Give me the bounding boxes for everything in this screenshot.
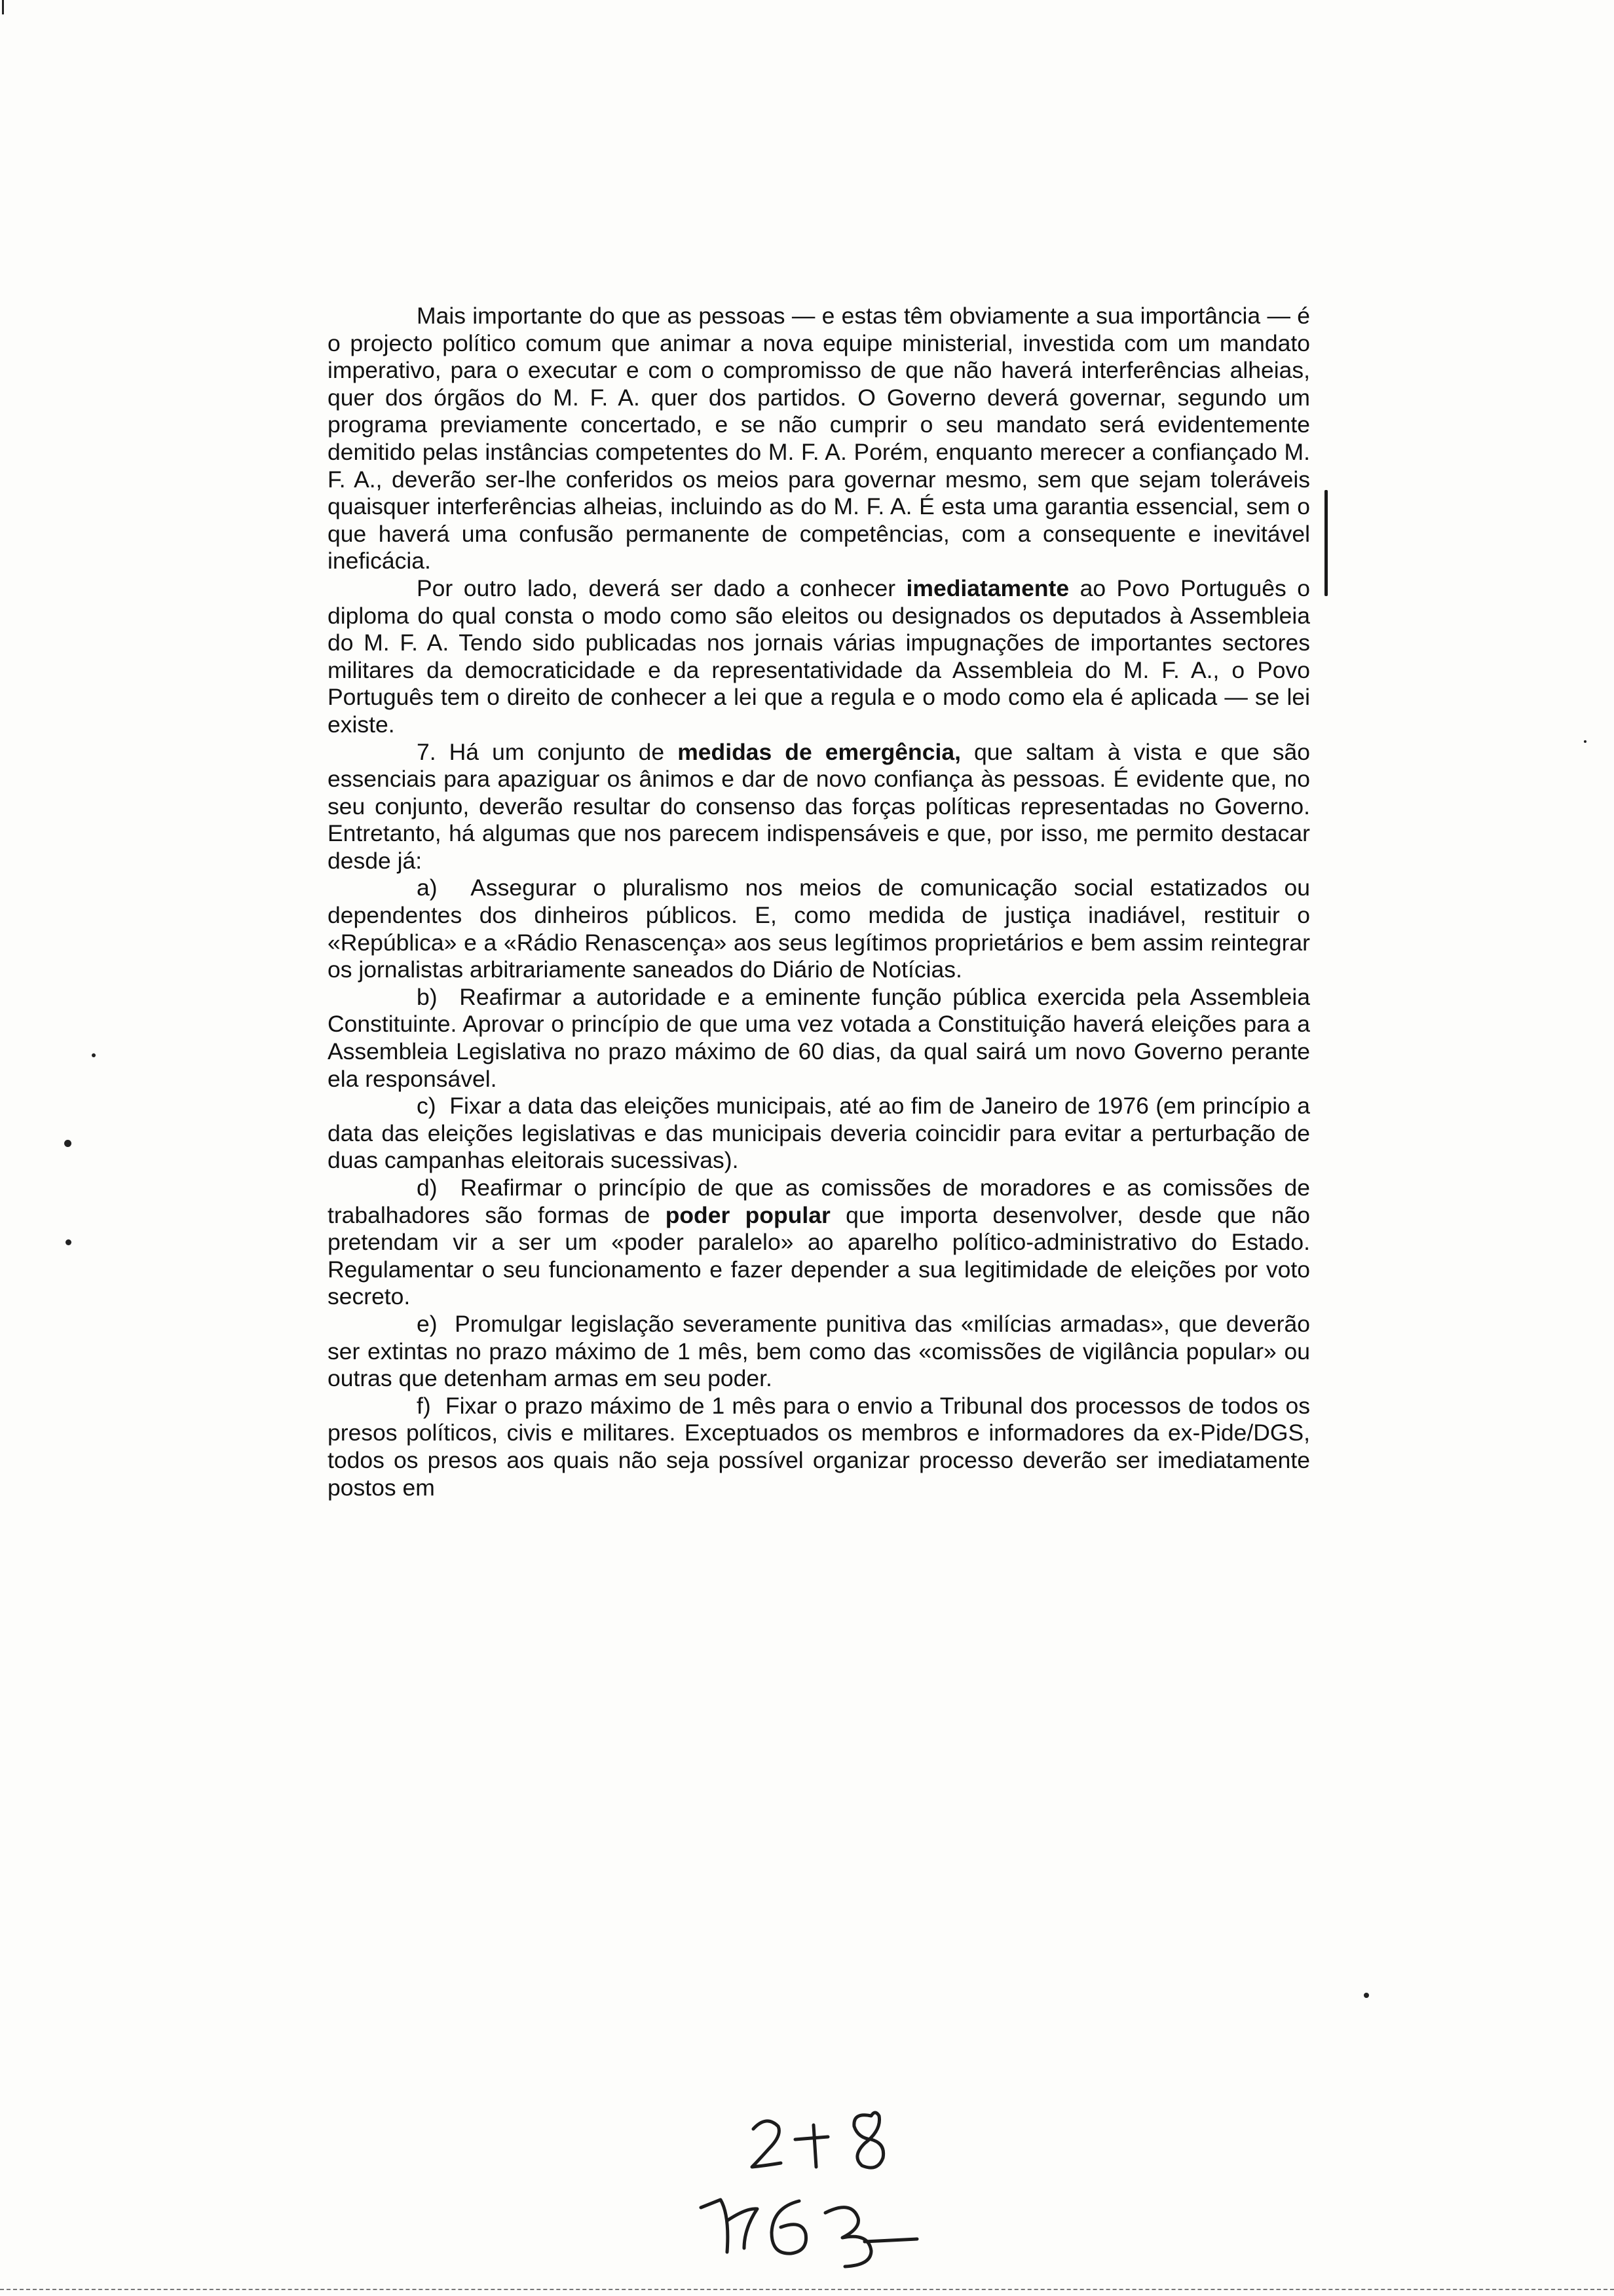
list-item-text: Fixar a data das eleições municipais, até ao fim de Janeiro de 1976 (em princípio a data das eleições legislativas e das municipais deveria coincidir para evitar a perturbação de duas campanhas eleitorais sucessivas).: [328, 1093, 1310, 1174]
paragraph-text-after: que saltam à vista e que são essenciais para apaziguar os ânimos e dar de novo confiança às pessoas. É evidente que, no seu conjunto, deverão resultar do consenso das forças políticas representadas no Governo. Entretanto, há algumas que nos parecem indispensáveis e que, por isso, me permito destacar desde já:: [328, 738, 1310, 874]
paragraph-projecto-politico: [328, 303, 1310, 575]
scan-bottom-edge: [0, 2289, 1614, 2290]
margin-annotation-line: [1324, 490, 1328, 596]
list-item-text-before: Reafirmar o princípio de que as comissões de moradores e as comissões de trabalhadores são formas de: [328, 1175, 1310, 1228]
scan-speck: [92, 1053, 96, 1057]
scan-speck: [66, 1239, 71, 1245]
list-marker: e): [417, 1310, 438, 1337]
list-item-a: [328, 875, 1310, 983]
list-item-text: Promulgar legislação severamente punitiva das «milícias armadas», que deverão ser extintas no prazo máximo de 1 mês, bem como das «comissões de vigilância popular» ou outras que detenham armas em seu poder.: [328, 1310, 1310, 1392]
list-item-text: Assegurar o pluralismo nos meios de comunicação social estatizados ou dependentes dos dinheiros públicos. E, como medida de justiça inadiável, restituir o «República» e a «Rádio Renascença» aos seus legítimos proprietários e bem assim reintegrar os jornalistas arbitrariamente saneados do Diário de Notícias.: [328, 875, 1310, 983]
emphasis-imediatamente: imediatamente: [906, 574, 1070, 601]
handwriting-drawing: [675, 2096, 950, 2293]
list-marker: d): [417, 1175, 438, 1201]
scan-speck: [1364, 1993, 1369, 1998]
paragraph-assembleia-mfa: [328, 575, 1310, 739]
paragraph-medidas-emergencia: [328, 739, 1310, 875]
scan-speck: [1584, 740, 1586, 743]
scan-edge-mark: [2, 0, 4, 14]
list-marker: a): [417, 875, 438, 901]
list-item-b: [328, 984, 1310, 1093]
paragraph-text-before: 7. Há um conjunto de: [417, 738, 678, 765]
scan-speck: [64, 1140, 71, 1147]
paragraph-text-after: ao Povo Português o diploma do qual consta o modo como são eleitos ou designados os deputados à Assembleia do M. F. A. Tendo sido publicadas nos jornais várias impugnações de importantes sectores militares da democraticidade e da representatividade da Assembleia do M. F. A., o Povo Português tem o direito de conhecer a lei que a regula e o modo como ela é aplicada — se lei existe.: [328, 574, 1310, 738]
list-item-text-after: que importa desenvolver, desde que não pretendam vir a ser um «poder paralelo» ao aparelho político-administrativo do Estado. Regulamentar o seu funcionamento e fazer depender a sua legitimidade de eleições por voto secreto.: [328, 1201, 1310, 1310]
list-item-f: [328, 1393, 1310, 1501]
list-marker: b): [417, 983, 438, 1010]
list-marker: c): [417, 1093, 436, 1120]
handwritten-page-numbers: [675, 2096, 950, 2293]
list-item-text: Fixar o prazo máximo de 1 mês para o envio a Tribunal dos processos de todos os presos políticos, civis e militares. Exceptuados os membros e informadores da ex-Pide/DGS, todos os presos aos quais não seja possível organizar processo deverão ser imediatamente postos em: [328, 1392, 1310, 1501]
paragraph-text: Mais importante do que as pessoas — e estas têm obviamente a sua importância — é o projecto político comum que animar a nova equipe ministerial, investida com um mandato imperativo, para o executar e com o compromisso de que não haverá interferências alheias, quer dos órgãos do M. F. A. quer dos partidos. O Governo deverá governar, segundo um programa previamente concertado, e se não cumprir o seu mandato será evidentemente demitido pelas instâncias competentes do M. F. A. Porém, enquanto merecer a confiançado M. F. A., deverão ser-lhe conferidos os meios para governar mesmo, sem que sejam toleráveis quaisquer interferências alheias, incluindo as do M. F. A. É esta uma garantia essencial, sem o que haverá uma confusão permanente de competências, com a consequente e inevitável ineficácia.: [328, 303, 1310, 574]
list-item-c: [328, 1093, 1310, 1175]
list-item-d: [328, 1175, 1310, 1311]
list-marker: f): [417, 1392, 431, 1419]
emphasis-medidas-emergencia: medidas de emergência,: [677, 738, 961, 765]
emphasis-poder-popular: poder popular: [665, 1201, 831, 1228]
list-item-e: [328, 1311, 1310, 1393]
list-item-text: Reafirmar a autoridade e a eminente função pública exercida pela Assembleia Constituinte. Aprovar o princípio de que uma vez votada a Constituição haverá eleições para a Assembleia Legislativa no prazo máximo de 60 dias, da qual sairá um novo Governo perante ela responsável.: [328, 983, 1310, 1092]
paragraph-text-before: Por outro lado, deverá ser dado a conhecer: [417, 574, 907, 601]
document-body: [328, 303, 1310, 1501]
